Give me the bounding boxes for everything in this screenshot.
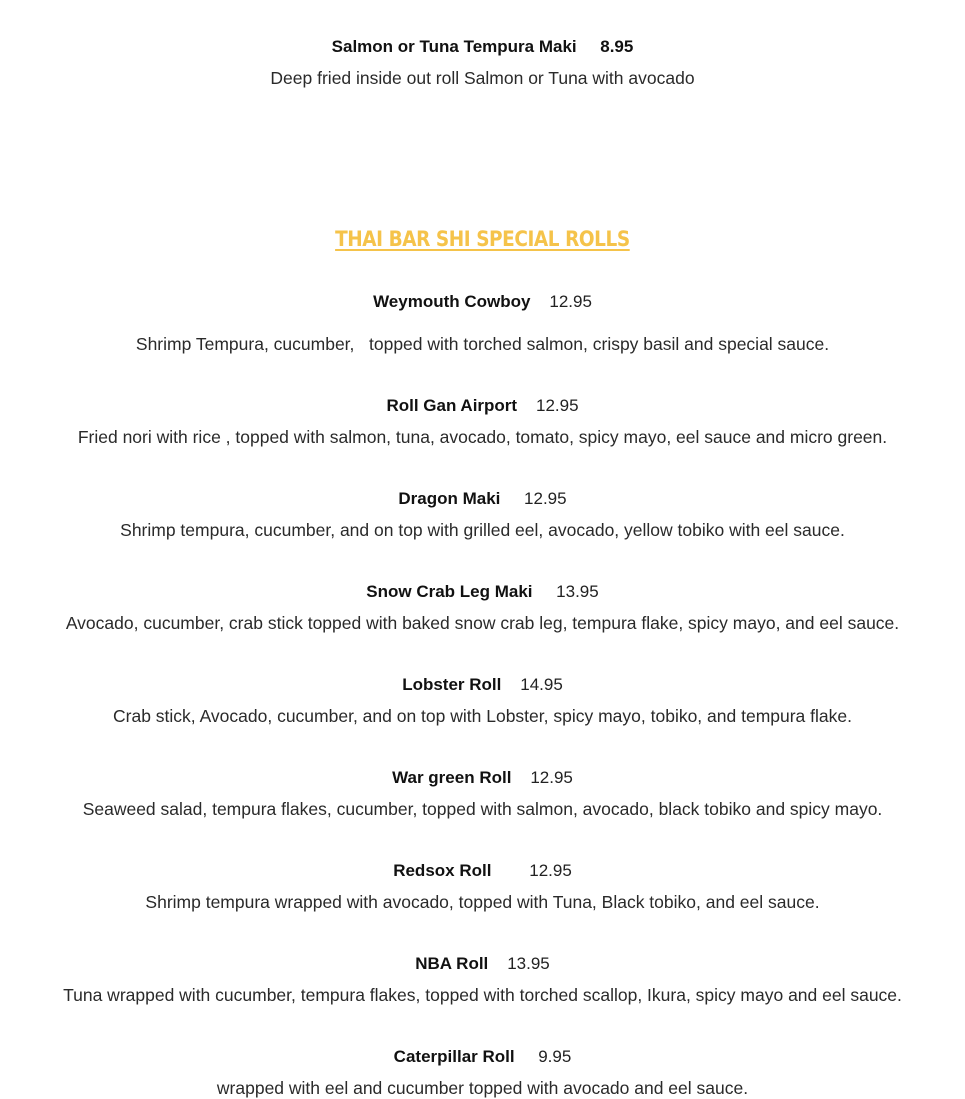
- menu-item-name: Snow Crab Leg Maki: [366, 582, 533, 601]
- menu-item-header: [0, 291, 965, 313]
- menu-item-price: 12.95: [536, 396, 579, 415]
- menu-item-header: [0, 1046, 965, 1068]
- menu-item-description: wrapped with eel and cucumber topped with avocado and eel sauce.: [216, 1078, 749, 1098]
- menu-item-price: 12.95: [549, 292, 592, 311]
- menu-item-price: 12.95: [530, 768, 573, 787]
- menu-item-name: NBA Roll: [415, 954, 489, 973]
- menu-item-name: Redsox Roll: [393, 861, 492, 880]
- menu-item-description: Seaweed salad, tempura flakes, cucumber, topped with salmon, avocado, black tobiko and spicy mayo.: [82, 799, 883, 819]
- menu-item-name: Lobster Roll: [402, 675, 502, 694]
- menu-item-name: Roll Gan Airport: [386, 396, 518, 415]
- menu-item: [0, 291, 965, 355]
- menu-item: [0, 674, 965, 727]
- menu-item-description: Tuna wrapped with cucumber, tempura flakes, topped with torched scallop, Ikura, spicy mayo and eel sauce.: [63, 985, 902, 1005]
- menu-item-price: 14.95: [520, 675, 563, 694]
- menu-item-name: Dragon Maki: [398, 489, 501, 508]
- menu-item-price: 12.95: [524, 489, 567, 508]
- menu-item-name: Caterpillar Roll: [393, 1047, 515, 1066]
- menu-item: [0, 488, 965, 541]
- menu-item-header: [0, 581, 965, 603]
- menu-item: [0, 767, 965, 820]
- section-title-text: THAI BAR SHI SPECIAL ROLLS: [335, 227, 630, 251]
- menu-item-name: War green Roll: [392, 768, 512, 787]
- menu-item-price: 8.95: [600, 37, 634, 56]
- menu-item-description: Fried nori with rice , topped with salmon, tuna, avocado, tomato, spicy mayo, eel sauce and micro green.: [77, 427, 888, 447]
- section-title: [0, 224, 965, 254]
- menu-item-description: Deep fried inside out roll Salmon or Tuna with avocado: [270, 68, 695, 88]
- menu-item-description: Shrimp Tempura, cucumber, topped with torched salmon, crispy basil and special sauce.: [135, 334, 830, 354]
- menu-item-header: [0, 767, 965, 789]
- menu-item-header: [0, 36, 965, 58]
- menu-item-header: [0, 395, 965, 417]
- menu-item: [0, 395, 965, 448]
- menu-item: [0, 953, 965, 1006]
- menu-item-description: Crab stick, Avocado, cucumber, and on top with Lobster, spicy mayo, tobiko, and tempura flake.: [113, 706, 852, 726]
- menu-item-description: Shrimp tempura, cucumber, and on top with grilled eel, avocado, yellow tobiko with eel sauce.: [120, 520, 845, 540]
- menu-item-name: Weymouth Cowboy: [373, 292, 531, 311]
- menu-item-header: [0, 488, 965, 510]
- menu-item-header: [0, 953, 965, 975]
- menu-item: [0, 860, 965, 913]
- menu-item: [0, 581, 965, 634]
- menu-item-description: Shrimp tempura wrapped with avocado, topped with Tuna, Black tobiko, and eel sauce.: [145, 892, 820, 912]
- menu-item-price: 12.95: [529, 861, 572, 880]
- menu-item-salmon-tuna-tempura-maki: [0, 36, 965, 89]
- menu-item-price: 9.95: [538, 1047, 572, 1066]
- menu-item-price: 13.95: [507, 954, 550, 973]
- menu-item-price: 13.95: [556, 582, 599, 601]
- menu-item-header: [0, 860, 965, 882]
- menu-item-header: [0, 674, 965, 696]
- menu-item: [0, 1046, 965, 1099]
- menu-item-description: Avocado, cucumber, crab stick topped with baked snow crab leg, tempura flake, spicy mayo, and eel sauce.: [65, 613, 900, 633]
- menu-item-name: Salmon or Tuna Tempura Maki: [331, 37, 577, 56]
